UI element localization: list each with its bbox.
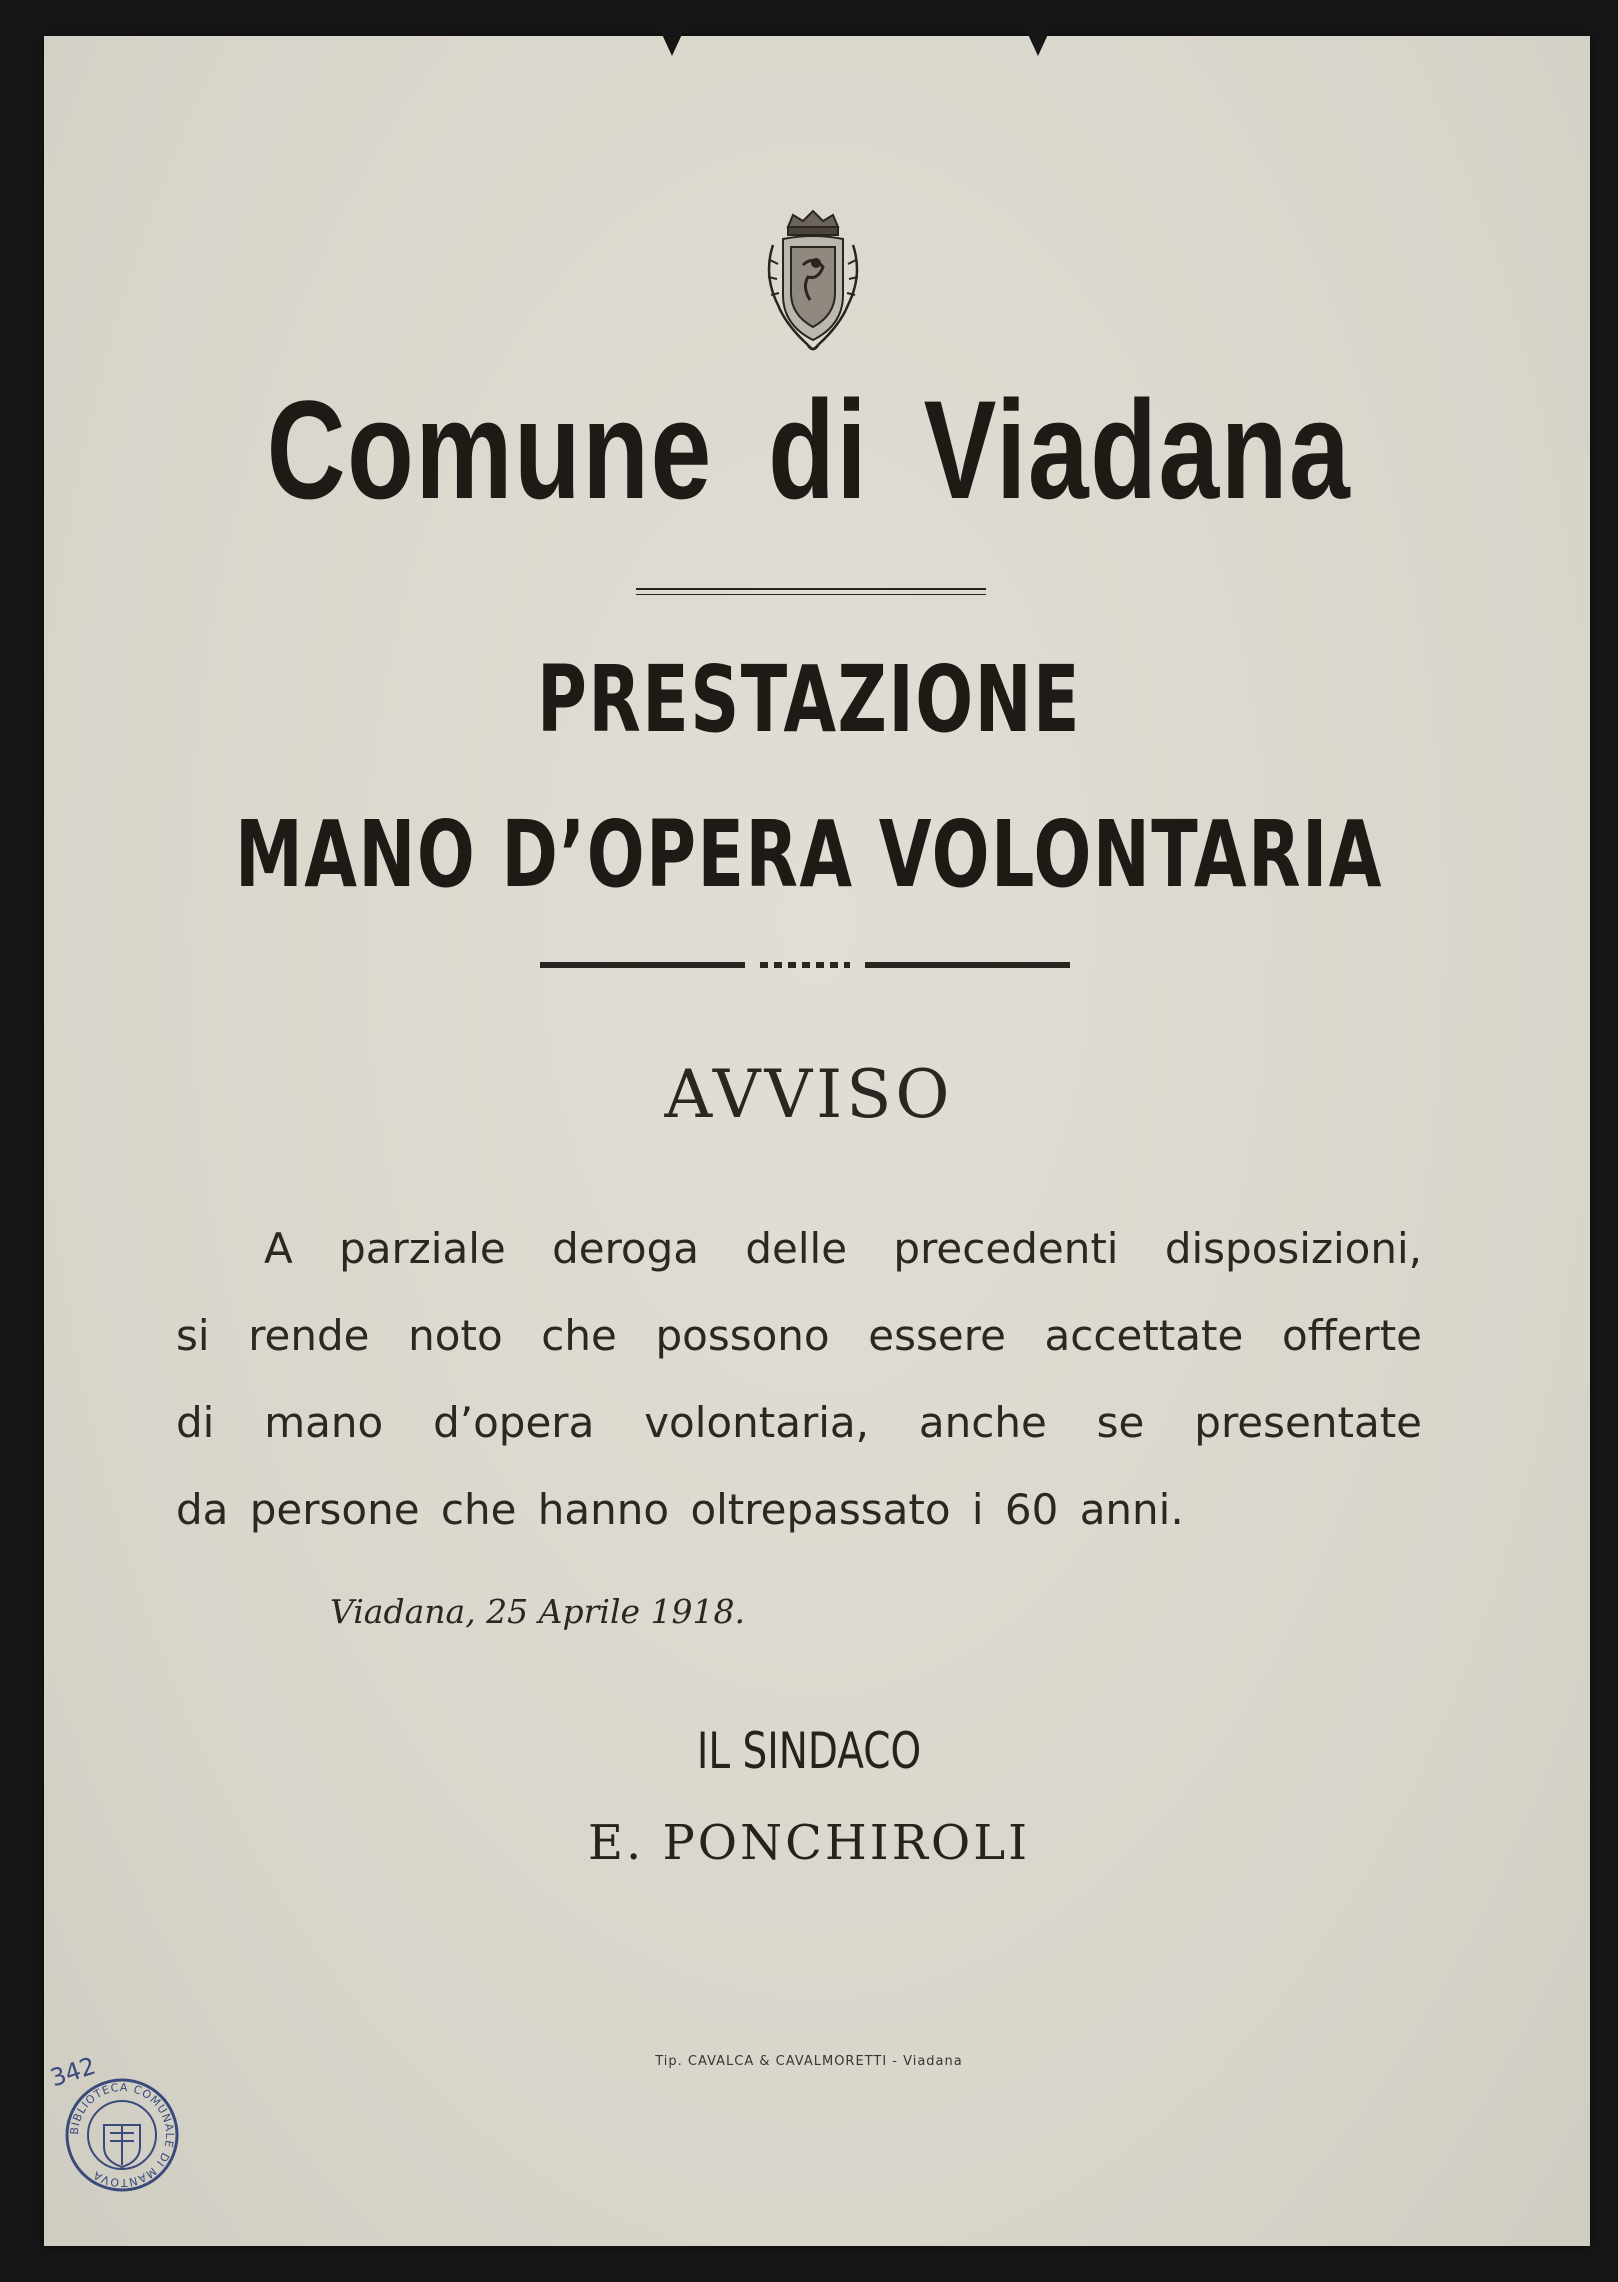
heading-line-1: PRESTAZIONE xyxy=(536,646,1082,753)
signatory-name: E. PONCHIROLI xyxy=(587,1815,1031,1871)
body-line: A parziale deroga delle precedenti disposizioni, xyxy=(264,1224,1422,1273)
coat-of-arms-icon xyxy=(758,205,868,355)
body-line: si rende noto che possono essere accettate offerte xyxy=(176,1311,1422,1360)
ornamental-divider xyxy=(540,962,1070,968)
body-line: da persone che hanno oltrepassato i 60 anni. xyxy=(176,1485,1184,1534)
stamp-text: BIBLIOTECA COMUNALE DI MANTOVA xyxy=(67,2080,177,2190)
signatory-title: IL SINDACO xyxy=(696,1722,922,1780)
shelfmark-number: 342 xyxy=(46,2051,100,2093)
sheet-tear xyxy=(660,30,684,56)
date-line: Viadana, 25 Aprile 1918. xyxy=(330,1592,745,1631)
notice-body xyxy=(176,1205,1422,1553)
title-divider xyxy=(636,588,986,595)
divider-bar-left xyxy=(540,962,745,968)
heading-line-2: MANO D’OPERA VOLONTARIA xyxy=(235,801,1383,908)
printer-credit: Tip. CAVALCA & CAVALMORETTI - Viadana xyxy=(655,2054,963,2069)
library-stamp-icon xyxy=(62,2075,182,2195)
body-line: di mano d’opera volontaria, anche se presentate xyxy=(176,1398,1422,1447)
notice-label: AVVISO xyxy=(664,1056,954,1133)
poster-title: Comune di Viadana xyxy=(266,371,1352,528)
sheet-tear xyxy=(1026,30,1050,56)
divider-dots xyxy=(760,962,850,968)
divider-bar-right xyxy=(865,962,1070,968)
